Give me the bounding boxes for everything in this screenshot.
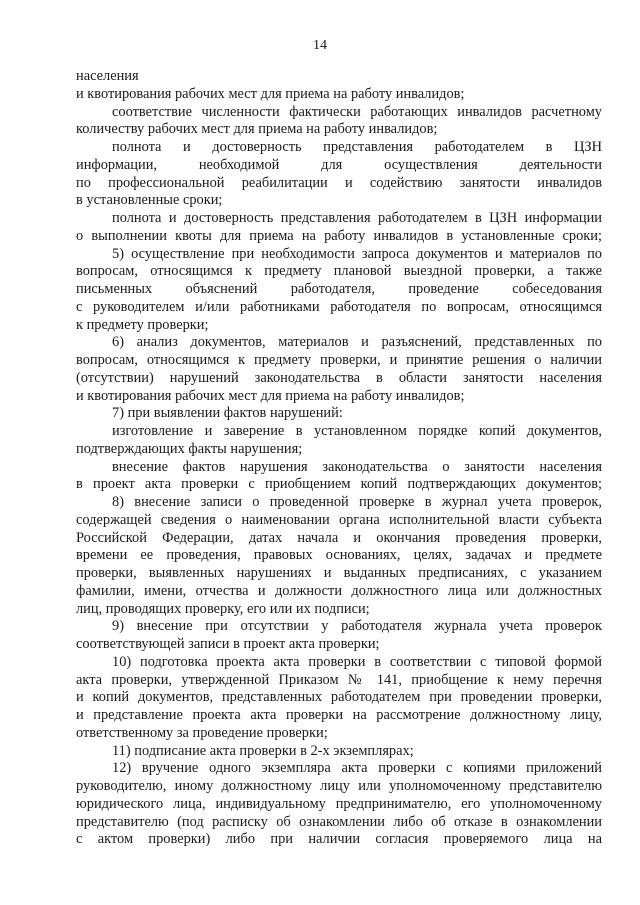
text-line: 5) осуществление при необходимости запроса документов и материалов по bbox=[112, 245, 602, 262]
text-line: Российской Федерации, датах начала и окончания проведения проверки, bbox=[76, 529, 602, 546]
text-line: вопросам, относящимся к предмету плановой выездной проверки, а также bbox=[76, 263, 602, 280]
text-line: (отсутствии) нарушений законодательства в области занятости населения bbox=[76, 369, 602, 386]
text-line: населения bbox=[76, 68, 139, 84]
text-line: содержащей сведения о наименовании органа исполнительной власти субъекта bbox=[76, 511, 602, 528]
text-line: изготовление и заверение в установленном порядке копий документов, bbox=[112, 423, 602, 439]
page-number: 14 bbox=[313, 38, 327, 53]
text-line: проверки, выявленных нарушениях и выданных предписаниях, с указанием bbox=[76, 565, 602, 581]
text-line: 12) вручение одного экземпляра акта проверки с копиями приложений bbox=[112, 760, 602, 777]
text-line: информации, необходимой для осуществления деятельности bbox=[76, 156, 602, 173]
text-line: 7) при выявлении фактов нарушений: bbox=[112, 405, 343, 422]
text-line: вопросам, относящимся к предмету проверки, и принятие решения о наличии bbox=[76, 352, 602, 368]
text-line: 8) внесение записи о проведенной проверке в журнал учета проверок, bbox=[112, 494, 602, 510]
text-line: 6) анализ документов, материалов и разъяснений, представленных по bbox=[112, 334, 602, 351]
text-line: о выполнении квоты для приема на работу инвалидов в установленные сроки; bbox=[76, 227, 602, 244]
text-line: и квотирования рабочих мест для приема на работу инвалидов; bbox=[76, 85, 465, 102]
text-line: к предмету проверки; bbox=[76, 316, 209, 333]
text-line: соответствующей записи в проект акта проверки; bbox=[76, 636, 380, 652]
text-line: ответственному за проведение проверки; bbox=[76, 724, 328, 741]
text-line: 11) подписание акта проверки в 2-х экземплярах; bbox=[112, 742, 414, 759]
text-line: полнота и достоверность представления работодателем в ЦЗН bbox=[112, 139, 602, 155]
text-line: представителю (под расписку об ознакомлении либо об отказе в ознакомлении bbox=[76, 813, 602, 830]
text-line: юридического лица, индивидуальному предпринимателю, его уполномоченному bbox=[76, 795, 602, 812]
text-line: акта проверки, утвержденной Приказом № 141, приобщение к нему перечня bbox=[76, 671, 602, 688]
text-line: соответствие численности фактически работающих инвалидов расчетному bbox=[112, 103, 602, 120]
text-line: внесение фактов нарушения законодательства о занятости населения bbox=[112, 458, 602, 475]
text-line: 10) подготовка проекта акта проверки в соответствии с типовой формой bbox=[112, 653, 602, 670]
text-line: и копий документов, представленных работодателем при проведении проверки, bbox=[76, 689, 602, 706]
text-line: в установленные сроки; bbox=[76, 192, 223, 209]
text-line: подтверждающих факты нарушения; bbox=[76, 440, 303, 457]
text-line: и представление проекта акта проверки на рассмотрение должностному лицу, bbox=[76, 707, 602, 723]
text-line: времени ее проведения, правовых основаниях, целях, задачах и предмете bbox=[76, 547, 602, 564]
text-line: с актом проверки) либо при наличии согласия проверяемого лица на bbox=[76, 831, 602, 848]
text-line: с руководителем и/или работниками работодателя по вопросам, относящимся bbox=[76, 298, 602, 315]
text-line: 9) внесение при отсутствии у работодателя журнала учета проверок bbox=[112, 618, 602, 635]
text-line: полнота и достоверность представления работодателем в ЦЗН информации bbox=[112, 210, 602, 226]
text-line: фамилии, имени, отчества и должности должностного лица или должностных bbox=[76, 582, 602, 599]
text-line: количеству рабочих мест для приема на работу инвалидов; bbox=[76, 121, 438, 138]
text-line: в проект акта проверки с приобщением копий подтверждающих документов; bbox=[76, 476, 602, 493]
text-line: лиц, проводящих проверку, его или их подписи; bbox=[76, 600, 370, 617]
text-line: руководителю, иному должностному лицу или уполномоченному представителю bbox=[76, 778, 602, 794]
text-line: и квотирования рабочих мест для приема на работу инвалидов; bbox=[76, 387, 465, 404]
text-line: по профессиональной реабилитации и содействию занятости инвалидов bbox=[76, 174, 602, 191]
text-line: письменных объяснений работодателя, проведение собеседования bbox=[76, 281, 602, 297]
